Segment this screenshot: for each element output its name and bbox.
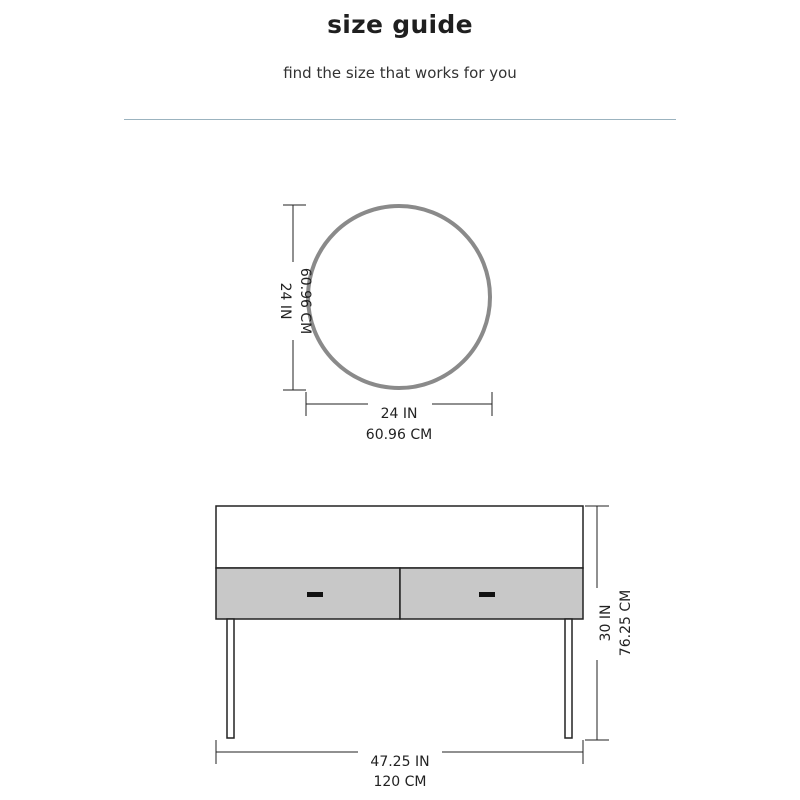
console-top (216, 506, 583, 568)
console-width-in-label: 47.25 IN (370, 754, 430, 770)
mirror-frame (308, 206, 490, 388)
console-leg-right (565, 619, 572, 738)
console-height-cm-label: 76.25 CM (618, 589, 634, 657)
drawer-handle-right (479, 592, 495, 597)
console-height-in-label: 30 IN (598, 604, 614, 642)
page-title: size guide (327, 10, 473, 39)
console-width-cm-label: 120 CM (373, 774, 427, 790)
mirror-width-in-label: 24 IN (380, 406, 418, 422)
mirror-height-in-label: 24 IN (277, 282, 293, 320)
mirror-width-cm-label: 60.96 CM (365, 427, 433, 443)
console-drawing (216, 506, 583, 738)
drawer-handle-left (307, 592, 323, 597)
mirror-drawing (308, 206, 490, 388)
console-leg-left (227, 619, 234, 738)
page-subtitle: find the size that works for you (283, 64, 517, 82)
mirror-height-cm-label: 60.96 CM (297, 267, 313, 335)
